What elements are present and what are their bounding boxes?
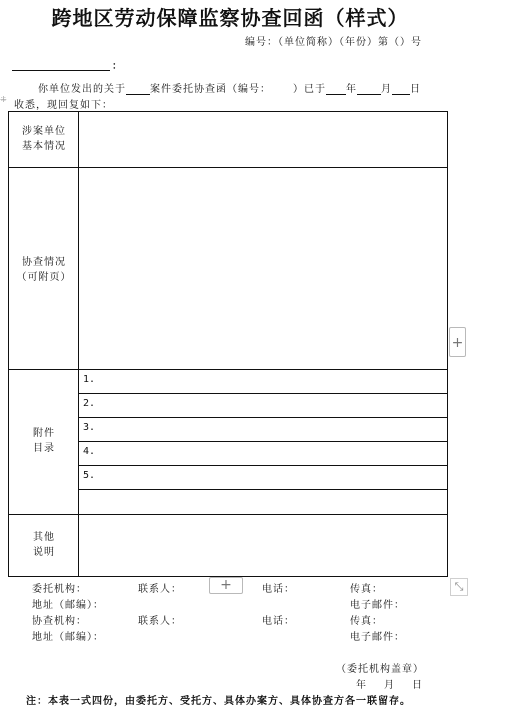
label-attachments [9,426,79,456]
year-blank[interactable] [326,83,346,95]
document-serial: 编号：（单位简称）（年份）第（）号 [245,37,422,48]
row-divider [9,167,447,168]
footer-address-2: 地址（邮编）： [32,632,104,643]
intro-year: 年 [346,84,357,95]
case-blank[interactable] [126,83,150,95]
footer-date: 年 月 日 [356,680,426,691]
attachment-line [78,465,447,466]
label-line: 基本情况 [22,141,66,152]
intro-line-2: 收悉，现回复如下： [14,100,113,111]
day-blank[interactable] [392,83,410,95]
label-company-info [9,124,79,154]
table-move-handle-icon[interactable]: ⁜ [0,95,7,104]
intro-day: 日 [410,84,421,95]
label-line: 协查情况 [22,257,66,268]
footer-address-1: 地址（邮编）： [32,600,104,611]
reply-table [8,111,448,577]
label-line: 说明 [33,547,55,558]
footer-phone-2: 电话： [262,616,295,627]
label-line: 目录 [33,443,55,454]
footer-email-2: 电子邮件： [350,632,405,643]
document-title: 跨地区劳动保障监察协查回函（样式） [51,6,409,30]
add-column-button[interactable]: + [449,327,466,357]
attachment-item-4[interactable]: 4. [83,446,96,457]
attachment-line [78,393,447,394]
footer-contact-2: 联系人： [138,616,182,627]
attachment-item-5[interactable]: 5. [83,470,96,481]
attachment-item-2[interactable]: 2. [83,398,96,409]
footer-fax-1: 传真： [350,584,383,595]
row-divider [9,369,447,370]
label-line: 涉案单位 [22,126,66,137]
footer-contact-1: 联系人： [138,584,182,595]
intro-prefix: 你单位发出的关于 [38,84,126,95]
attachment-line [78,417,447,418]
attachment-line [78,489,447,490]
footer-seal: （委托机构盖章） [336,664,424,675]
intro-mid: 案件委托协查函（编号： [150,84,271,95]
footer-phone-1: 电话： [262,584,295,595]
footer-email-1: 电子邮件： [350,600,405,611]
addressee-colon: ： [112,61,123,72]
attachment-line [78,441,447,442]
attachment-item-3[interactable]: 3. [83,422,96,433]
label-line: （可附页） [16,272,72,283]
column-divider [78,112,79,576]
label-assist-info [9,255,79,285]
intro-month: 月 [381,84,392,95]
intro-after: ）已于 [293,84,326,95]
label-line: 附件 [33,428,55,439]
resize-handle-icon[interactable]: ⤡ [450,578,468,596]
footer-assist-org: 协查机构： [32,616,87,627]
intro-line-1 [38,80,421,95]
label-other-notes [9,530,79,560]
footer-note: 注：本表一式四份，由委托方、受托方、具体办案方、具体协查方各一联留存。 [26,696,411,707]
footer-fax-2: 传真： [350,616,383,627]
month-blank[interactable] [357,83,381,95]
row-divider [9,514,447,515]
addressee-blank[interactable] [12,58,110,71]
add-row-button[interactable]: + [209,577,243,594]
label-line: 其他 [33,532,55,543]
attachment-item-1[interactable]: 1. [83,374,96,385]
footer-entrust-org: 委托机构： [32,584,87,595]
